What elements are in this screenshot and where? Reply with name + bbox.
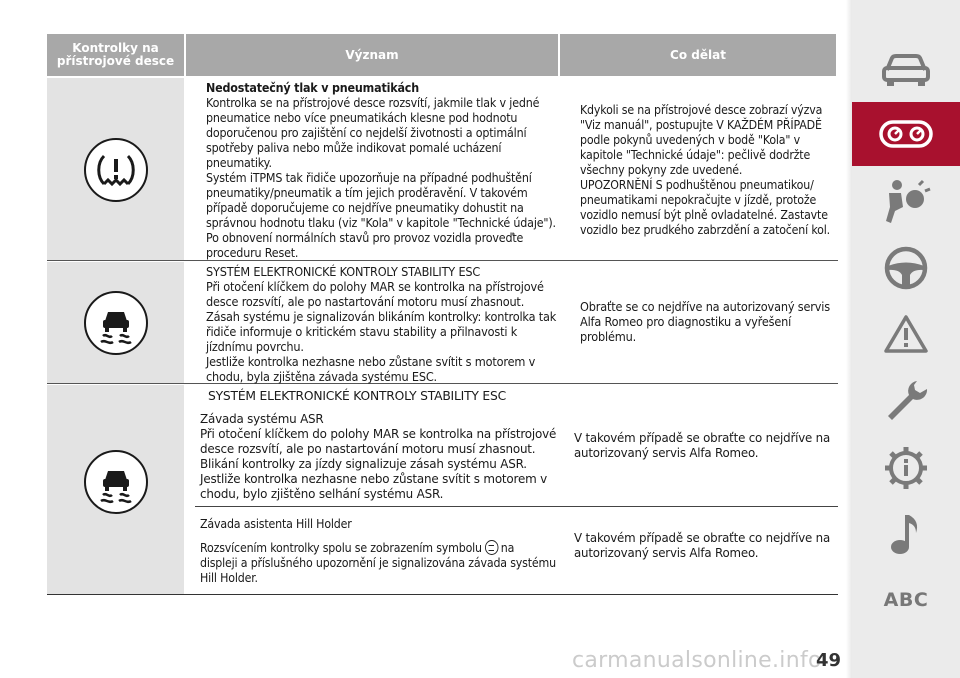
text-line: desce rozsvítí, ale po nastartování motoru musí zhasnout. — [206, 295, 525, 309]
esc-skid-icon — [84, 291, 148, 355]
text-line: Alfa Romeo pro diagnostiku a vyřešení — [580, 315, 792, 329]
text-line: autorizovaný servis Alfa Romeo. — [574, 446, 759, 460]
asr-subtitle: Závada systému ASR — [200, 412, 324, 426]
text-line: SYSTÉM ELEKTRONICKÉ KONTROLY STABILITY ESC — [206, 265, 481, 279]
hill-holder-symbol-icon — [485, 540, 498, 555]
tire-meaning-text — [206, 81, 556, 261]
warning-triangle-icon — [883, 313, 929, 355]
nav-dashboard[interactable] — [852, 102, 960, 166]
text-line: všechny pokyny zde uvedené. — [580, 163, 743, 177]
asr-heading — [208, 389, 506, 404]
nav-technical[interactable] — [852, 436, 960, 500]
text-line: V takovém případě se obraťte co nejdříve na — [574, 531, 831, 545]
text-line: desce rozsvítí, ale po nastartování motoru musí zhasnout. — [200, 442, 536, 456]
tire-pressure-warning-icon — [84, 138, 148, 202]
text-line: kapitole "Technické údaje": pečlivě dodržte — [580, 148, 811, 162]
dashboard-gauges-icon — [878, 119, 934, 149]
text-line: chodu, bylo zjištěno selhání systému ASR. — [200, 487, 444, 501]
hill-holder-subtitle: Závada asistenta Hill Holder — [200, 517, 352, 531]
text-line: správnou hodnotu tlaku (viz "Kola" v kapitole "Technické údaje"). — [206, 216, 556, 230]
text-line: doporučenou pro zajištění co nejdelší životnosti a optimální — [206, 126, 527, 140]
music-note-icon — [886, 511, 926, 557]
esc-meaning-text — [206, 265, 556, 385]
asr-action-text — [574, 431, 830, 461]
text-line: Zásah systému je signalizován blikáním kontrolky: kontrolka tak — [206, 310, 557, 324]
text-line: vozidlo nemusí být plně ovladatelné. Zastavte — [580, 208, 828, 222]
esc-asr-skid-icon — [84, 450, 148, 514]
nav-maintenance[interactable] — [852, 368, 960, 432]
text-line: UPOZORNĚNÍ S podhuštěnou pneumatikou/ — [580, 178, 814, 192]
nav-multimedia[interactable] — [852, 502, 960, 566]
header-action-column: Co dělat — [560, 34, 836, 76]
text-line: problému. — [580, 330, 636, 344]
text-line: pneumatiky. — [206, 156, 272, 170]
steering-wheel-icon — [883, 245, 929, 291]
text-line: pneumatikami nepokračujte v jízdě, protože — [580, 193, 817, 207]
header-meaning-column: Význam — [186, 34, 558, 76]
esc-action-text — [580, 300, 830, 345]
asr-meaning-text — [200, 412, 556, 502]
text-line: Kontrolka se na přístrojové desce rozsvítí, jakmile tlak v jedné — [206, 96, 540, 110]
text-line: podle pokynů uvedených v bodě "Kola" v — [580, 133, 800, 147]
text-line: Obraťte se co nejdříve na autorizovaný servis — [580, 300, 830, 314]
text-line: řidiče informuje o kritickém stavu stability a přilnavosti k — [206, 325, 518, 339]
wrench-icon — [883, 377, 929, 423]
text-line: případě doporučujeme co nejdříve pneumatiky dohustit na — [206, 201, 524, 215]
text-line: SYSTÉM ELEKTRONICKÉ KONTROLY STABILITY ESC — [208, 389, 506, 403]
hill-holder-action-text — [574, 531, 830, 561]
text-line: Hill Holder. — [200, 571, 258, 585]
text-line: chodu, byla zjištěna závada systému ESC. — [206, 370, 437, 384]
text-line: autorizovaný servis Alfa Romeo. — [574, 546, 759, 560]
text-line: displeji a příslušného upozornění je signalizována závada systému — [200, 556, 556, 570]
text-fragment: na — [500, 541, 515, 555]
airbag-seat-icon — [881, 177, 931, 227]
gear-info-icon — [883, 445, 929, 491]
text-line: pneumatice nebo více pneumatikách klesne pod hodnotu — [206, 111, 518, 125]
nav-car[interactable] — [852, 36, 960, 100]
text-line: spotřeby paliva nebo může indikovat pomalé ucházení — [206, 141, 502, 155]
text-line: vozidlo bez prudkého zabrzdění a zatočení kol. — [580, 223, 830, 237]
text-line: Kdykoli se na přístrojové desce zobrazí výzva — [580, 103, 823, 117]
text-line: Blikání kontrolky za jízdy signalizuje zásah systému ASR. — [200, 457, 527, 471]
text-line: Po obnovení normálních stavů pro provoz vozidla proveďte — [206, 231, 524, 245]
subrow-divider — [195, 506, 838, 507]
header-icon-column: Kontrolky na přístrojové desce — [47, 34, 184, 76]
text-line: jízdnímu povrchu. — [206, 340, 304, 354]
car-icon — [881, 48, 931, 88]
text-line: Při otočení klíčkem do polohy MAR se kontrolka na přístrojové — [200, 427, 557, 441]
tire-meaning-title: Nedostatečný tlak v pneumatikách — [206, 81, 419, 95]
text-line: Jestliže kontrolka nezhasne nebo zůstane svítit s motorem v — [206, 355, 536, 369]
watermark: carmanualsonline.info — [572, 648, 822, 673]
text-line: pneumatiky/pneumatik a tím jejich proděravění. V takovém — [206, 186, 528, 200]
text-line: Při otočení klíčkem do polohy MAR se kontrolka na přístrojové — [206, 280, 544, 294]
text-line: V takovém případě se obraťte co nejdříve na — [574, 431, 831, 445]
text-line: Jestliže kontrolka nezhasne nebo zůstane svítit s motorem v — [200, 472, 548, 486]
text-line: "Viz manuál", postupujte V KAŽDÉM PŘÍPADĚ — [580, 118, 822, 132]
nav-steering[interactable] — [852, 236, 960, 300]
table-bottom-border — [47, 594, 838, 595]
text-line: Systém iTPMS tak řidiče upozorňuje na případné podhuštění — [206, 171, 532, 185]
text-line: proceduru Reset. — [206, 246, 299, 260]
nav-warnings[interactable] — [852, 302, 960, 366]
text-line — [200, 540, 556, 556]
index-label: ABC — [883, 589, 929, 611]
page-number: 49 — [816, 650, 842, 671]
hill-holder-meaning-text — [200, 517, 556, 586]
text-fragment: Rozsvícením kontrolky spolu se zobrazením symbolu — [200, 541, 482, 555]
nav-safety[interactable] — [852, 170, 960, 234]
tire-action-text — [580, 103, 830, 238]
nav-index[interactable] — [852, 568, 960, 632]
